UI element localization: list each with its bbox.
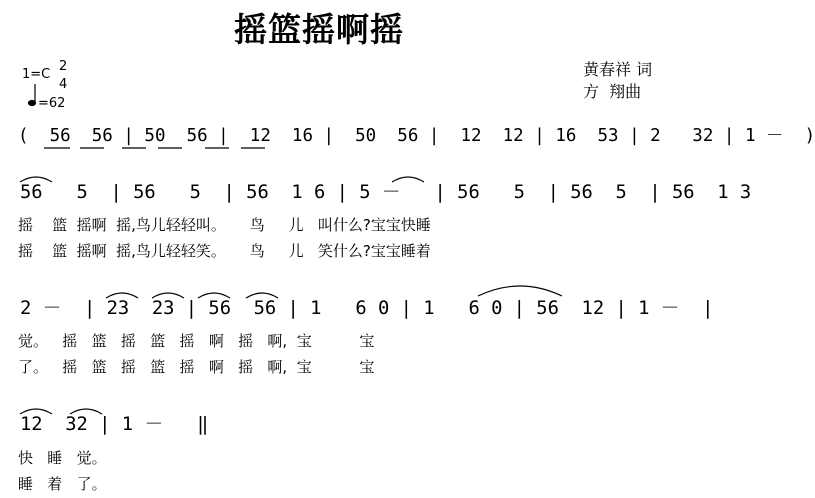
- lyrics-system-4-verse-2: 睡 着 了。: [18, 475, 107, 493]
- lyrics-system-3-verse-1: 觉。 摇 篮 摇 篮 摇 啊 摇 啊, 宝 宝: [18, 332, 375, 350]
- composer-credit: 方 翔曲: [583, 82, 642, 101]
- lyrics-system-2-verse-1: 摇 篮 摇啊 摇,鸟儿轻轻叫。 鸟 儿 叫什么?宝宝快睡: [18, 216, 431, 234]
- song-title: 摇篮摇啊摇: [234, 10, 404, 49]
- notation-system-4: 12 32 | 1 － ‖: [20, 414, 209, 435]
- notation-system-1: ( 56 56 | 50 56 | 12 16 | 50 56 | 12 12 | 16 53 | 2 32 | 1 － ): [18, 126, 815, 146]
- lyricist-credit: 黄春祥 词: [583, 60, 653, 79]
- lyrics-system-3-verse-2: 了。 摇 篮 摇 篮 摇 啊 摇 啊, 宝 宝: [18, 358, 375, 376]
- lyrics-system-2-verse-2: 摇 篮 摇啊 摇,鸟儿轻轻笑。 鸟 儿 笑什么?宝宝睡着: [18, 242, 431, 260]
- time-signature-bottom: 4: [59, 77, 68, 92]
- notation-system-3: 2 － | 23 23 | 56 56 | 1 6 0 | 1 6 0 | 56 12 | 1 － |: [20, 298, 714, 319]
- time-signature-top: 2: [59, 59, 68, 74]
- tempo-marking: =62: [38, 96, 66, 111]
- key-signature: 1=C: [22, 67, 51, 82]
- notation-system-2: 56 5 | 56 5 | 56 1 6 | 5 － | 56 5 | 56 5 | 56 1 3: [20, 182, 752, 203]
- lyrics-system-4-verse-1: 快 睡 觉。: [18, 449, 107, 467]
